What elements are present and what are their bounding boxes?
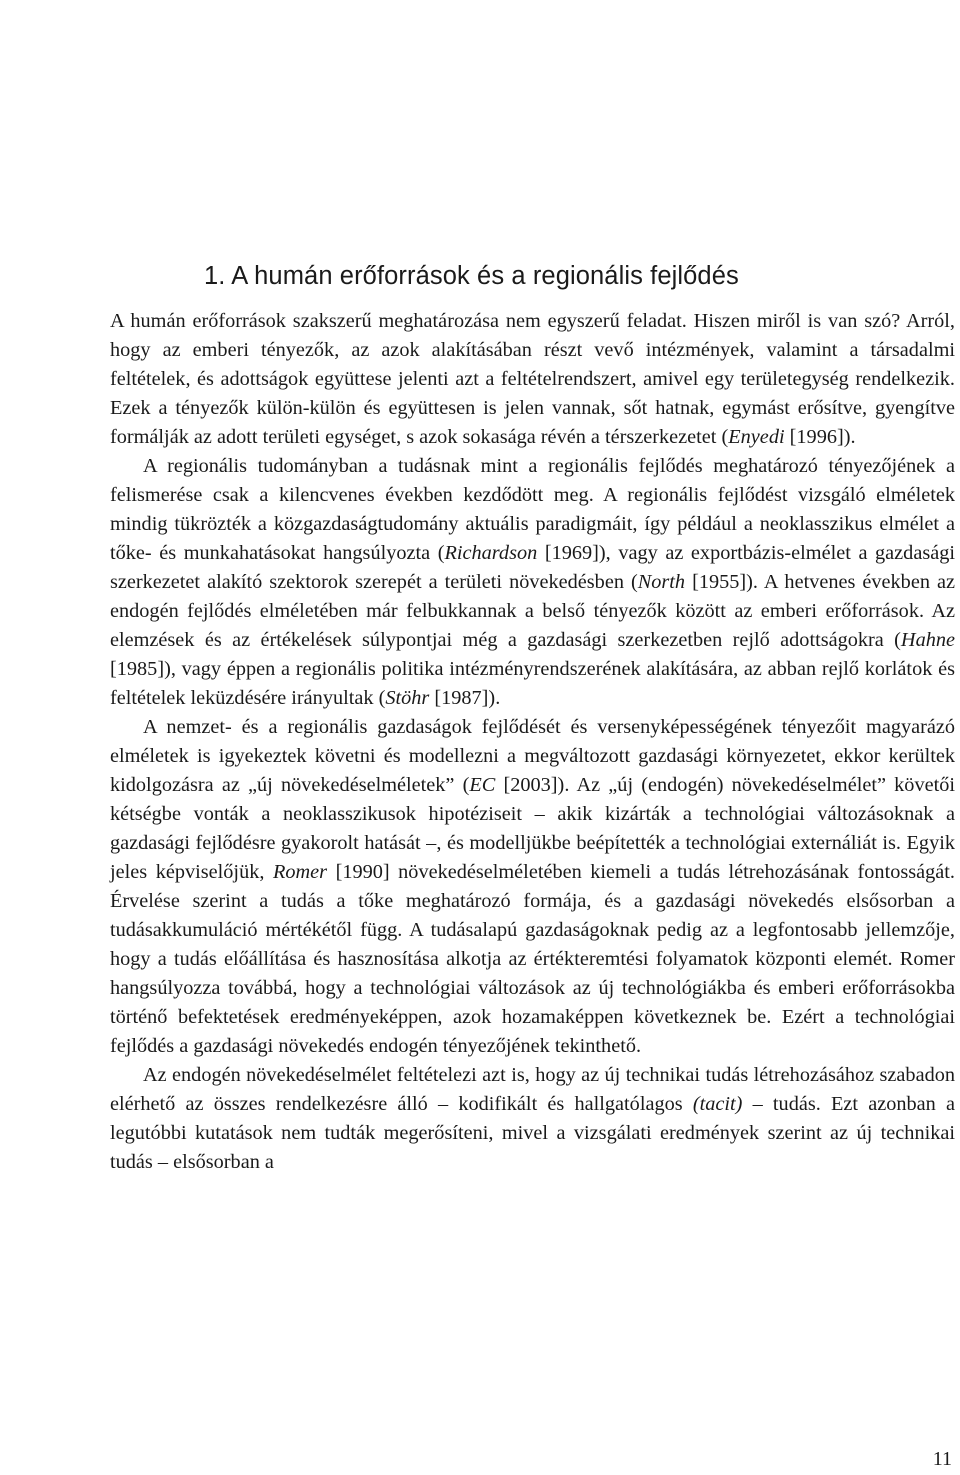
text-run: [1990] növekedéselméletében kiemeli a tudás létrehozásának fontosságát. Érvelése szerint a tudás a tőke meghatározó formája, és a gazdasági növekedés elsősorban a tudásakkumuláció mértékétől függ. A tudásalapú gazdaságoknak pedig az a legfontosabb jellemzője, hogy a tudás előállítása és hasznosítása alkotja az értékteremtési folyamatok központi elemét. Romer hangsúlyozza továbbá, hogy a technológiai változások az új technológiákba és emberi erőforrásokba történő befektetések eredményeképpen, azok hozamaképpen következnek be. Ezért a technológiai fejlődés a gazdasági növekedés endogén tényezőjének tekinthető.: [110, 861, 955, 1057]
text-run: A regionális tudományban a tudásnak mint a regionális fejlődés meghatározó tényezőjének a felismerése csak a kilencvenes években kezdődött meg. A regionális fejlődést vizsgáló elméletek mindig tükrözték a közgazdaságtudomány aktuális paradigmáit, így például a neoklasszikus elmélet a tőke- és munkahatásokat hangsúlyozta (: [110, 455, 955, 564]
paragraph-2: [110, 452, 955, 713]
text-run: [1969]), vagy az exportbázis-elmélet a gazdasági szerkezetet alakító szektorok szerepét a területi növekedésben (: [110, 542, 955, 593]
citation-italic: Stöhr: [385, 687, 430, 709]
section-heading: 1. A humán erőforrások és a regionális fejlődés: [204, 262, 739, 290]
citation-italic: (tacit): [692, 1093, 743, 1115]
text-run: A humán erőforrások szakszerű meghatározása nem egyszerű feladat. Hiszen miről is van szó? Arról, hogy az emberi tényezők, az azok alakításában részt vevő intézmények, valamint a társadalmi feltételek, és adottságok együttese jelenti azt a feltételrendszert, amivel egy területegység rendelkezik. Ezek a tényezők külön-külön és együttesen is jelen vannak, sőt hatnak, egymást erősítve, gyengítve formálják az adott területi egységet, s azok sokasága révén a térszerkezetet (: [110, 310, 955, 448]
text-run: [1996]).: [784, 426, 856, 448]
text-run: [1985]), vagy éppen a regionális politika intézményrendszerének alakítására, az abban rejlő korlátok és feltételek leküzdésére irányultak (: [110, 658, 955, 709]
citation-italic: EC: [469, 774, 496, 796]
citation-italic: Richardson: [444, 542, 538, 564]
citation-italic: Romer: [272, 861, 328, 883]
citation-italic: Hahne: [900, 629, 955, 651]
paragraph-4: [110, 1061, 955, 1177]
paragraph-1: [110, 307, 955, 452]
text-run: [1955]). A hetvenes években az endogén fejlődés elméletében már felbukkannak a belső tényezők között az emberi erőforrások. Az elemzések és az értékelések súlypontjai még a gazdasági szerkezetben rejlő adottságokra (: [110, 571, 955, 651]
citation-italic: North: [637, 571, 686, 593]
text-run: [2003]). Az „új (endogén) növekedéselmélet” követői kétségbe vonták a neoklasszikusok hipotéziseit – akik kizárták a technológiai változásoknak a gazdasági fejlődésre gyakorolt hatását –, és modelljükbe beépítették a technológiai externáliát is. Egyik jeles képviselőjük,: [110, 774, 955, 883]
citation-italic: Enyedi: [728, 426, 785, 448]
text-run: Az endogén növekedéselmélet feltételezi azt is, hogy az új technikai tudás létrehozásához szabadon elérhető az összes rendelkezésre álló – kodifikált és hallgatólagos: [110, 1064, 955, 1115]
page-body: [110, 262, 955, 1177]
text-run: A nemzet- és a regionális gazdaságok fejlődését és versenyképességének tényezőit magyarázó elméletek is igyekeztek követni és modellezni a megváltozott gazdasági környezetet, ekkor kerültek kidolgozásra az „új növekedéselméletek” (: [110, 716, 955, 796]
text-run: – tudás. Ezt azonban a legutóbbi kutatások nem tudták megerősíteni, mivel a vizsgálati eredmények szerint az új technikai tudás – elsősorban a: [110, 1093, 955, 1173]
page-number: 11: [932, 1448, 952, 1470]
paragraph-3: [110, 713, 955, 1061]
text-run: [1987]).: [429, 687, 501, 709]
